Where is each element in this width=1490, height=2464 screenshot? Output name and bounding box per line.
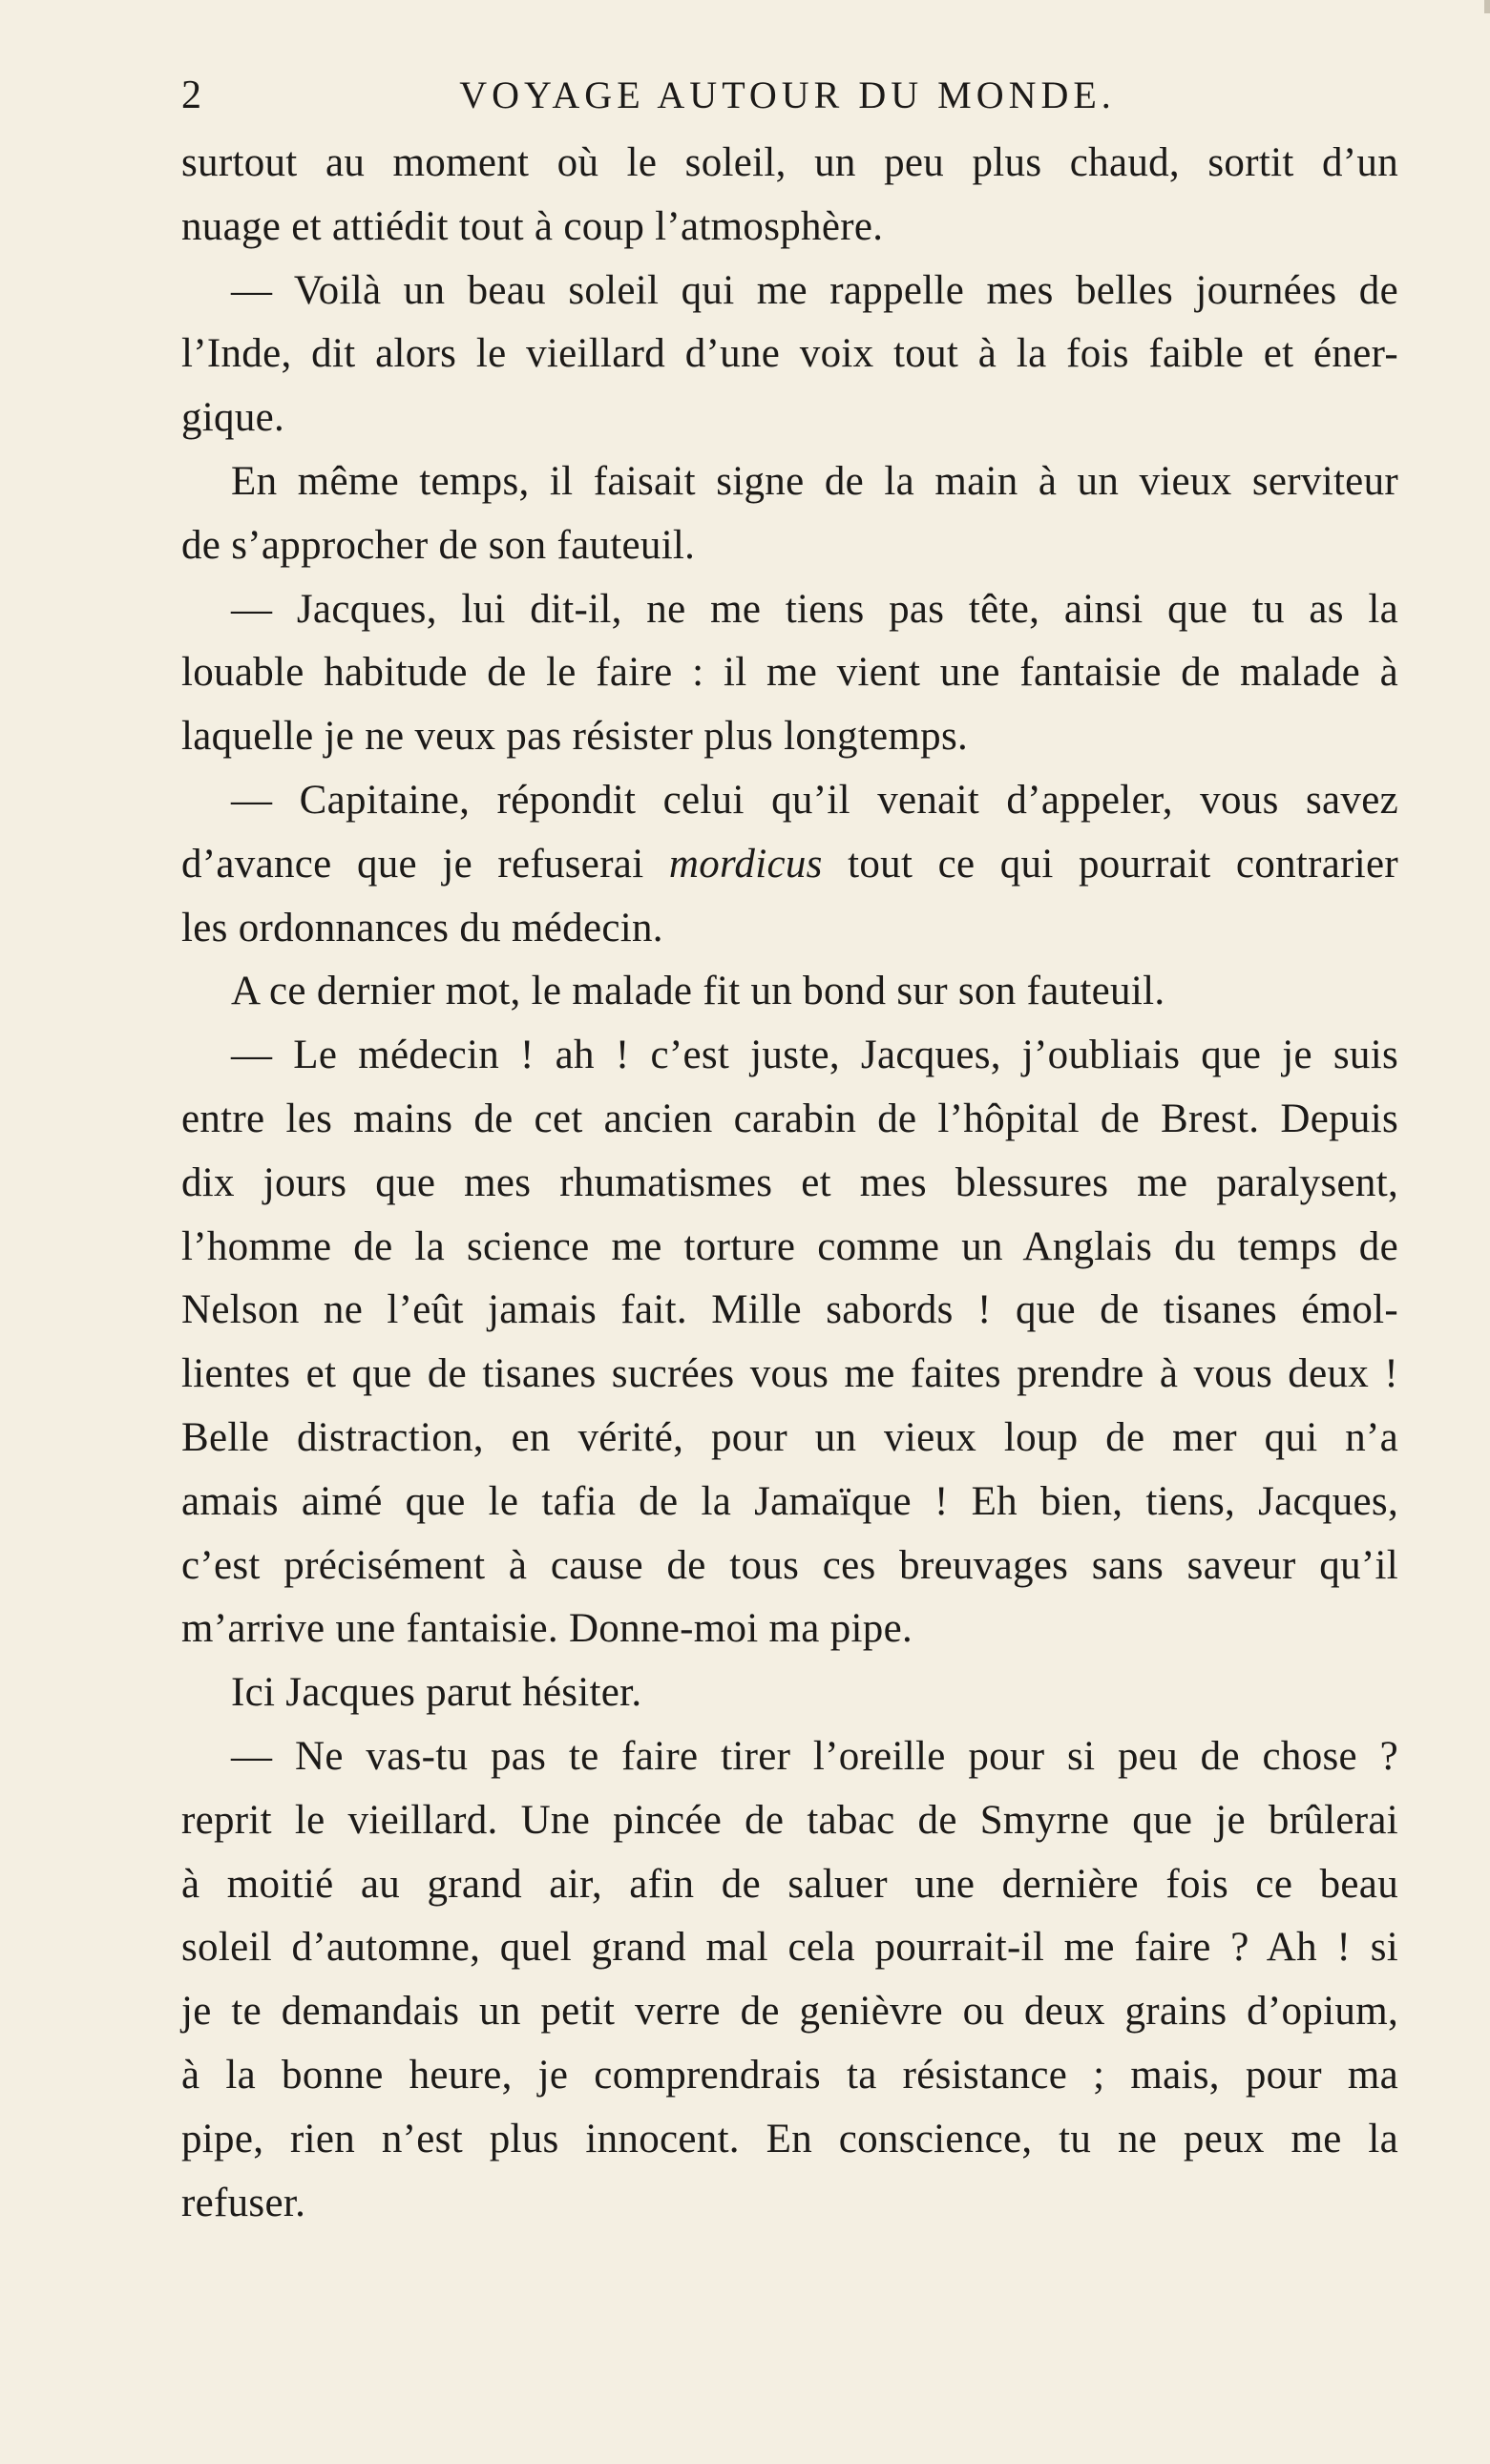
- text-line: je te demandais un petit verre de genièvre ou deux grains d’opium,: [181, 1989, 1398, 2035]
- text-line: En même temps, il faisait signe de la main à un vieux serviteur: [231, 458, 1398, 504]
- text-line: surtout au moment où le soleil, un peu plus chaud, sortit d’un: [181, 140, 1398, 185]
- text-line: dix jours que mes rhumatismes et mes blessures me paralysent,: [181, 1159, 1398, 1205]
- text-line: refuser.: [181, 2180, 306, 2225]
- text-fragment: d’avance que je refuserai: [181, 841, 669, 887]
- text-line: — Voilà un beau soleil qui me rappelle mes belles journées de: [231, 267, 1398, 313]
- running-title: VOYAGE AUTOUR DU MONDE.: [459, 73, 1116, 116]
- text-line: — Capitaine, répondit celui qu’il venait d’appeler, vous savez: [231, 777, 1398, 823]
- text-line: reprit le vieillard. Une pincée de tabac de Smyrne que je brûlerai: [181, 1797, 1398, 1843]
- text-line: nuage et attiédit tout à coup l’atmosphère.: [181, 203, 884, 249]
- text-line: gique.: [181, 395, 285, 441]
- text-line: laquelle je ne veux pas résister plus longtemps.: [181, 714, 969, 760]
- text-line: les ordonnances du médecin.: [181, 905, 663, 950]
- page-number: 2: [181, 73, 201, 117]
- text-line: — Jacques, lui dit-il, ne me tiens pas tête, ainsi que tu as la: [231, 586, 1398, 632]
- text-line: pipe, rien n’est plus innocent. En conscience, tu ne peux me la: [181, 2116, 1398, 2161]
- text-line: amais aimé que le tafia de la Jamaïque ! Eh bien, tiens, Jacques,: [181, 1478, 1398, 1524]
- text-line: Nelson ne l’eût jamais fait. Mille sabords ! que de tisanes émol-: [181, 1287, 1398, 1333]
- text-line: Ici Jacques parut hésiter.: [231, 1670, 642, 1716]
- body-text: [181, 132, 1398, 2235]
- text-line: Belle distraction, en vérité, pour un vieux loup de mer qui n’a: [181, 1414, 1398, 1460]
- text-line: — Ne vas-tu pas te faire tirer l’oreille pour si peu de chose ?: [231, 1733, 1398, 1779]
- text-line: c’est précisément à cause de tous ces breuvages sans saveur qu’il: [181, 1542, 1398, 1588]
- text-line: de s’approcher de son fauteuil.: [181, 522, 696, 568]
- text-line: soleil d’automne, quel grand mal cela pourrait-il me faire ? Ah ! si: [181, 1925, 1398, 1971]
- text-line: A ce dernier mot, le malade fit un bond sur son fauteuil.: [231, 969, 1165, 1014]
- text-line: — Le médecin ! ah ! c’est juste, Jacques, j’oubliais que je suis: [231, 1033, 1398, 1078]
- page-edge-mark: [1484, 0, 1490, 13]
- text-line: entre les mains de cet ancien carabin de l’hôpital de Brest. Depuis: [181, 1096, 1398, 1141]
- text-line: à moitié au grand air, afin de saluer une dernière fois ce beau: [181, 1861, 1398, 1907]
- text-line: lientes et que de tisanes sucrées vous me faites prendre à vous deux !: [181, 1351, 1398, 1397]
- page-header: [181, 67, 1394, 124]
- text-fragment: tout ce qui pourrait contrarier: [822, 841, 1398, 887]
- text-line: louable habitude de le faire : il me vient une fantaisie de malade à: [181, 650, 1398, 696]
- text-line: à la bonne heure, je comprendrais ta résistance ; mais, pour ma: [181, 2052, 1398, 2098]
- text-line-with-italic: [181, 833, 1398, 897]
- text-line: l’homme de la science me torture comme un Anglais du temps de: [181, 1223, 1398, 1269]
- text-line: m’arrive une fantaisie. Donne-moi ma pipe.: [181, 1606, 913, 1652]
- italic-word: mordicus: [668, 841, 823, 887]
- text-line: l’Inde, dit alors le vieillard d’une voix tout à la fois faible et éner-: [181, 331, 1398, 377]
